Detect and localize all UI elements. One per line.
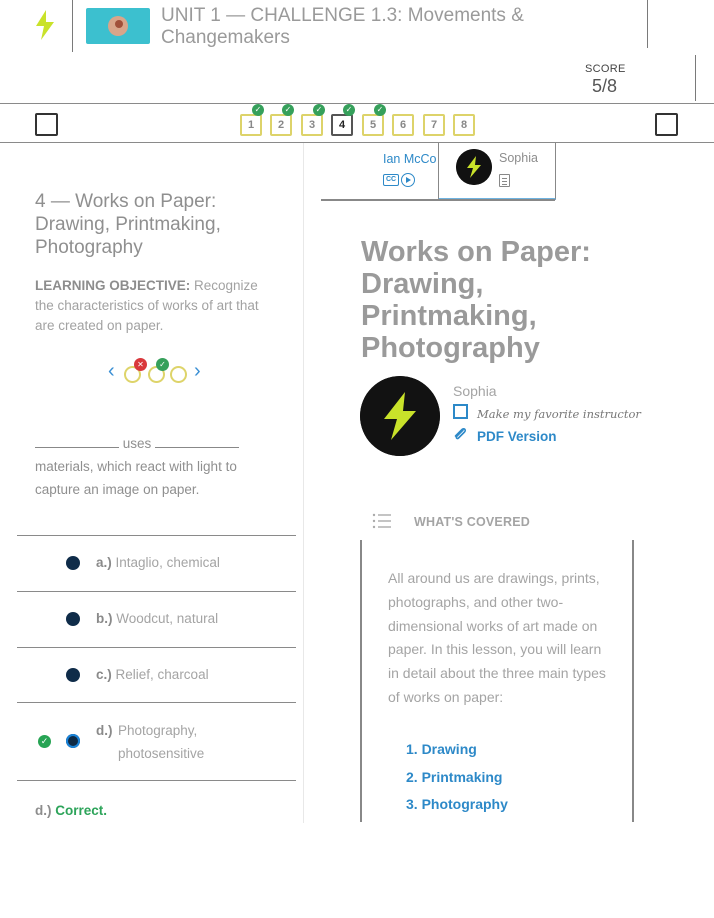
divider bbox=[0, 142, 714, 143]
objective-text: Recognize the characteristics of works of art that are created on paper. bbox=[35, 278, 259, 333]
covered-item-link[interactable]: 1. Drawing bbox=[406, 741, 477, 757]
favorite-checkbox[interactable] bbox=[453, 404, 468, 419]
author-name: Sophia bbox=[453, 383, 497, 399]
result-text: Correct. bbox=[55, 803, 108, 818]
check-icon: ✓ bbox=[374, 104, 386, 116]
nav-checkbox-left[interactable] bbox=[35, 113, 58, 136]
check-icon: ✓ bbox=[156, 358, 169, 371]
covered-item-link[interactable]: 2. Printmaking bbox=[406, 769, 503, 785]
option-text: Photography, photosensitive bbox=[118, 723, 205, 761]
lesson-title: Works on Paper: Drawing, Printmaking, Photography bbox=[361, 236, 591, 364]
question-nav-item-current[interactable]: 4 bbox=[331, 114, 353, 136]
radio-button[interactable] bbox=[66, 668, 80, 682]
chevron-left-icon[interactable]: ‹ bbox=[108, 360, 115, 382]
prompt-mid: uses bbox=[119, 436, 156, 451]
result-letter: d.) bbox=[35, 803, 52, 818]
question-nav-item[interactable]: 3 bbox=[301, 114, 323, 136]
blank bbox=[35, 436, 119, 448]
check-icon: ✓ bbox=[252, 104, 264, 116]
check-icon: ✓ bbox=[38, 735, 51, 748]
question-nav-item[interactable]: 2 bbox=[270, 114, 292, 136]
question-nav-item[interactable]: 1 bbox=[240, 114, 262, 136]
option-label: d.) bbox=[96, 723, 113, 738]
instructor-tabs-underline bbox=[321, 199, 555, 201]
attempt-carousel bbox=[108, 358, 208, 388]
divider bbox=[17, 702, 296, 703]
list-icon bbox=[372, 513, 392, 529]
header-divider bbox=[695, 55, 696, 101]
sophia-logo[interactable] bbox=[30, 8, 60, 42]
header-divider bbox=[72, 0, 73, 52]
radio-button[interactable] bbox=[66, 556, 80, 570]
closed-captions-icon[interactable]: CC bbox=[383, 174, 399, 186]
instructor-tab-name[interactable]: Ian McCo bbox=[383, 152, 437, 166]
attempt-ring[interactable] bbox=[170, 366, 187, 383]
result-feedback bbox=[35, 803, 107, 818]
play-icon[interactable] bbox=[401, 173, 415, 187]
favorite-label[interactable]: Make my favorite instructor bbox=[477, 407, 641, 421]
instructor-tab-name[interactable]: Sophia bbox=[499, 151, 538, 165]
check-icon: ✓ bbox=[282, 104, 294, 116]
divider bbox=[0, 103, 714, 104]
learning-objective bbox=[35, 276, 275, 336]
option-label: a.) Intaglio, chemical bbox=[96, 555, 220, 570]
radio-button-selected[interactable] bbox=[66, 734, 80, 748]
unit-thumbnail bbox=[86, 8, 150, 44]
whats-covered-heading: WHAT'S COVERED bbox=[414, 515, 530, 529]
instructor-avatar[interactable] bbox=[456, 149, 492, 185]
whats-covered-body: All around us are drawings, prints, photographs, and other two-dimensional works of art made on paper. In this lesson, you will learn in detail about the three main types of works on paper: bbox=[388, 570, 606, 705]
question-nav-item[interactable]: 6 bbox=[392, 114, 414, 136]
unit-title: UNIT 1 — CHALLENGE 1.3: Movements & Changemakers bbox=[161, 5, 524, 48]
question-prompt bbox=[35, 432, 285, 501]
nav-checkbox-right[interactable] bbox=[655, 113, 678, 136]
pdf-version-link[interactable]: PDF Version bbox=[477, 429, 557, 444]
blank bbox=[155, 436, 239, 448]
question-nav-item[interactable]: 7 bbox=[423, 114, 445, 136]
whats-covered-border bbox=[360, 540, 362, 822]
score-value: 5/8 bbox=[592, 76, 618, 96]
prompt-end: materials, which react with light to capture an image on paper. bbox=[35, 459, 237, 497]
check-icon: ✓ bbox=[313, 104, 325, 116]
paperclip-icon[interactable] bbox=[452, 426, 468, 442]
option-label: c.) Relief, charcoal bbox=[96, 667, 209, 682]
check-icon: ✓ bbox=[343, 104, 355, 116]
question-title: 4 — Works on Paper: Drawing, Printmaking, Photography bbox=[35, 191, 221, 258]
document-icon[interactable] bbox=[499, 174, 510, 187]
answer-option-d[interactable] bbox=[0, 719, 300, 775]
whats-covered-border bbox=[632, 540, 634, 822]
question-nav-item[interactable]: 8 bbox=[453, 114, 475, 136]
header-divider bbox=[647, 0, 648, 48]
divider bbox=[17, 780, 296, 781]
chevron-right-icon[interactable]: › bbox=[194, 360, 201, 382]
option-label: b.) Woodcut, natural bbox=[96, 611, 219, 626]
author-avatar bbox=[360, 376, 440, 456]
wrong-icon: ✕ bbox=[134, 358, 147, 371]
objective-label: LEARNING OBJECTIVE: bbox=[35, 278, 191, 293]
divider bbox=[17, 535, 296, 536]
score-label: SCORE bbox=[585, 63, 626, 75]
column-divider bbox=[303, 143, 304, 823]
divider bbox=[17, 647, 296, 648]
covered-item-link[interactable]: 3. Photography bbox=[406, 796, 508, 812]
question-nav-item[interactable]: 5 bbox=[362, 114, 384, 136]
radio-button[interactable] bbox=[66, 612, 80, 626]
divider bbox=[17, 591, 296, 592]
